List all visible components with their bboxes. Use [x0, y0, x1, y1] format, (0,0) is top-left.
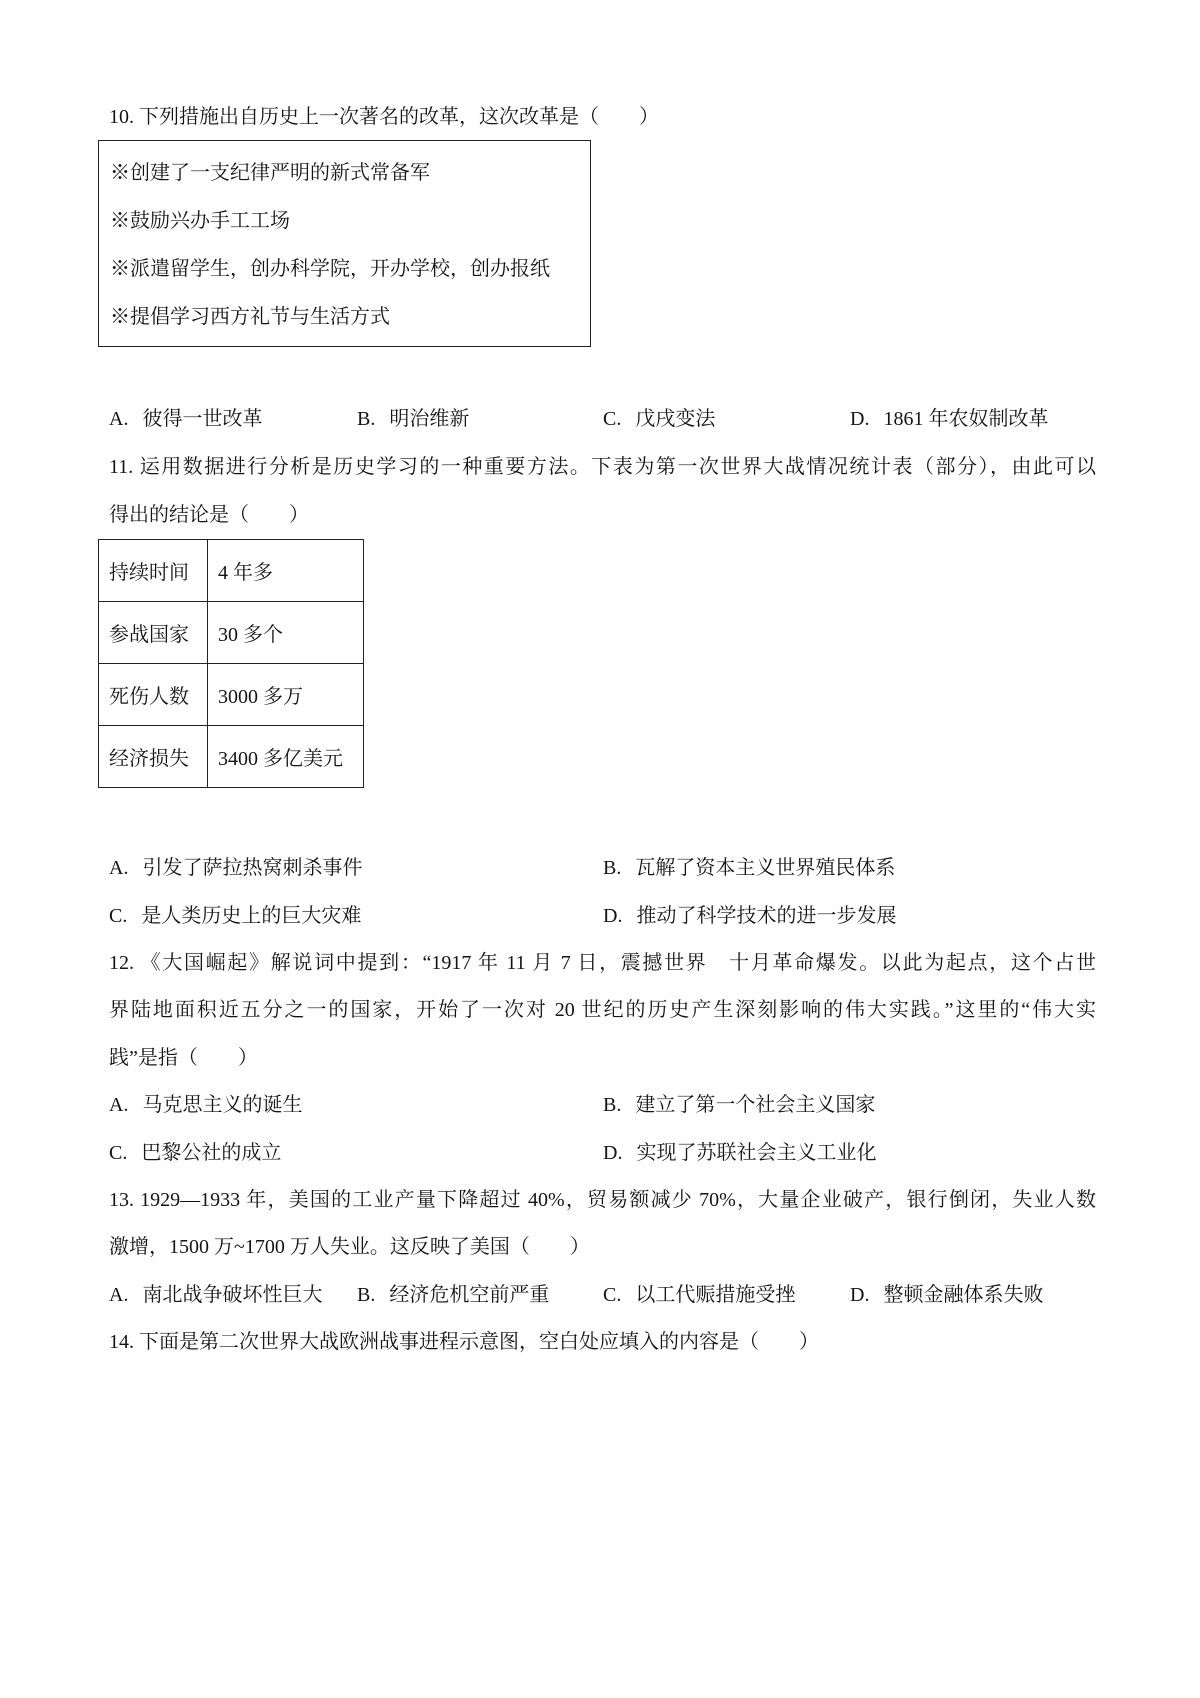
option-text: 马克思主义的诞生	[142, 1094, 303, 1116]
option-text: 1861 年农奴制改革	[883, 408, 1049, 430]
table-cell-label: 经济损失	[99, 726, 208, 788]
q10-measure-item: ※鼓励兴办手工工场	[110, 210, 290, 232]
table-row	[99, 602, 364, 664]
option-text: 推动了科学技术的进一步发展	[636, 905, 897, 927]
option-label: C.	[603, 408, 622, 430]
q12-option-d	[603, 1139, 876, 1167]
option-text: 瓦解了资本主义世界殖民体系	[635, 857, 896, 879]
q10-measure-item: ※派遣留学生，创办科学院，开办学校，创办报纸	[110, 258, 550, 280]
q10-option-a	[109, 405, 262, 433]
option-label: B.	[603, 857, 622, 879]
table-cell-value: 3400 多亿美元	[208, 726, 364, 788]
q11-option-d	[603, 902, 896, 930]
q14-stem: 14. 下面是第二次世界大战欧洲战事进程示意图，空白处应填入的内容是（ ）	[109, 1331, 819, 1353]
q11-option-a	[109, 854, 362, 882]
q10-measure-item: ※提倡学习西方礼节与生活方式	[110, 306, 390, 328]
option-label: A.	[109, 1094, 129, 1116]
q10-option-d	[850, 405, 1048, 433]
option-label: B.	[603, 1094, 622, 1116]
q13-option-b	[357, 1281, 549, 1309]
q10-measure-item: ※创建了一支纪律严明的新式常备军	[110, 162, 430, 184]
q12-stem-line-3: 践”是指（ ）	[109, 1047, 258, 1069]
table-cell-label: 死伤人数	[99, 664, 208, 726]
ww1-statistics-table	[98, 539, 364, 788]
option-text: 经济危机空前严重	[389, 1284, 550, 1306]
q13-stem-line-1: 13. 1929—1933 年，美国的工业产量下降超过 40%，贸易额减少 70%，大量企业破产，银行倒闭，失业人数	[109, 1189, 1096, 1211]
q11-stem-line-1: 11. 运用数据进行分析是历史学习的一种重要方法。下表为第一次世界大战情况统计表（部分），由此可以	[109, 456, 1096, 478]
option-text: 建立了第一个社会主义国家	[635, 1094, 876, 1116]
option-text: 南北战争破坏性巨大	[142, 1284, 323, 1306]
q12-option-c	[109, 1139, 281, 1167]
option-label: B.	[357, 408, 376, 430]
option-label: C.	[109, 1142, 128, 1164]
option-text: 以工代赈措施受挫	[635, 1284, 796, 1306]
q11-option-c	[109, 902, 361, 930]
option-text: 整顿金融体系失败	[883, 1284, 1044, 1306]
table-cell-label: 参战国家	[99, 602, 208, 664]
option-label: C.	[603, 1284, 622, 1306]
q13-option-a	[109, 1281, 322, 1309]
table-row	[99, 726, 364, 788]
option-text: 戊戌变法	[635, 408, 716, 430]
q13-stem-line-2: 激增，1500 万~1700 万人失业。这反映了美国（ ）	[109, 1236, 590, 1258]
q11-option-b	[603, 854, 895, 882]
option-text: 是人类历史上的巨大灾难	[141, 905, 362, 927]
option-text: 实现了苏联社会主义工业化	[636, 1142, 877, 1164]
table-cell-value: 30 多个	[208, 602, 364, 664]
option-text: 巴黎公社的成立	[141, 1142, 282, 1164]
q10-measures-box	[98, 140, 591, 347]
option-label: D.	[603, 1142, 623, 1164]
table-cell-value: 3000 多万	[208, 664, 364, 726]
q10-option-c	[603, 405, 715, 433]
option-label: C.	[109, 905, 128, 927]
table-row	[99, 664, 364, 726]
q12-option-b	[603, 1091, 875, 1119]
option-text: 彼得一世改革	[142, 408, 263, 430]
option-label: D.	[603, 905, 623, 927]
table-cell-label: 持续时间	[99, 540, 208, 602]
option-label: A.	[109, 857, 129, 879]
q13-option-c	[603, 1281, 795, 1309]
q12-stem-line-1: 12. 《大国崛起》解说词中提到：“1917 年 11 月 7 日，震撼世界 十月革命爆发。以此为起点，这个占世	[109, 952, 1096, 974]
q12-stem-line-2: 界陆地面积近五分之一的国家，开始了一次对 20 世纪的历史产生深刻影响的伟大实践。”这里的“伟大实	[109, 999, 1096, 1021]
q10-option-b	[357, 405, 469, 433]
option-label: A.	[109, 1284, 129, 1306]
option-label: D.	[850, 408, 870, 430]
option-text: 引发了萨拉热窝刺杀事件	[142, 857, 363, 879]
q11-stem-line-2: 得出的结论是（ ）	[109, 504, 309, 526]
table-row	[99, 540, 364, 602]
table-cell-value: 4 年多	[208, 540, 364, 602]
option-label: D.	[850, 1284, 870, 1306]
q12-option-a	[109, 1091, 302, 1119]
option-text: 明治维新	[389, 408, 470, 430]
q10-stem: 10. 下列措施出自历史上一次著名的改革，这次改革是（ ）	[109, 106, 659, 128]
option-label: B.	[357, 1284, 376, 1306]
q13-option-d	[850, 1281, 1043, 1309]
option-label: A.	[109, 408, 129, 430]
